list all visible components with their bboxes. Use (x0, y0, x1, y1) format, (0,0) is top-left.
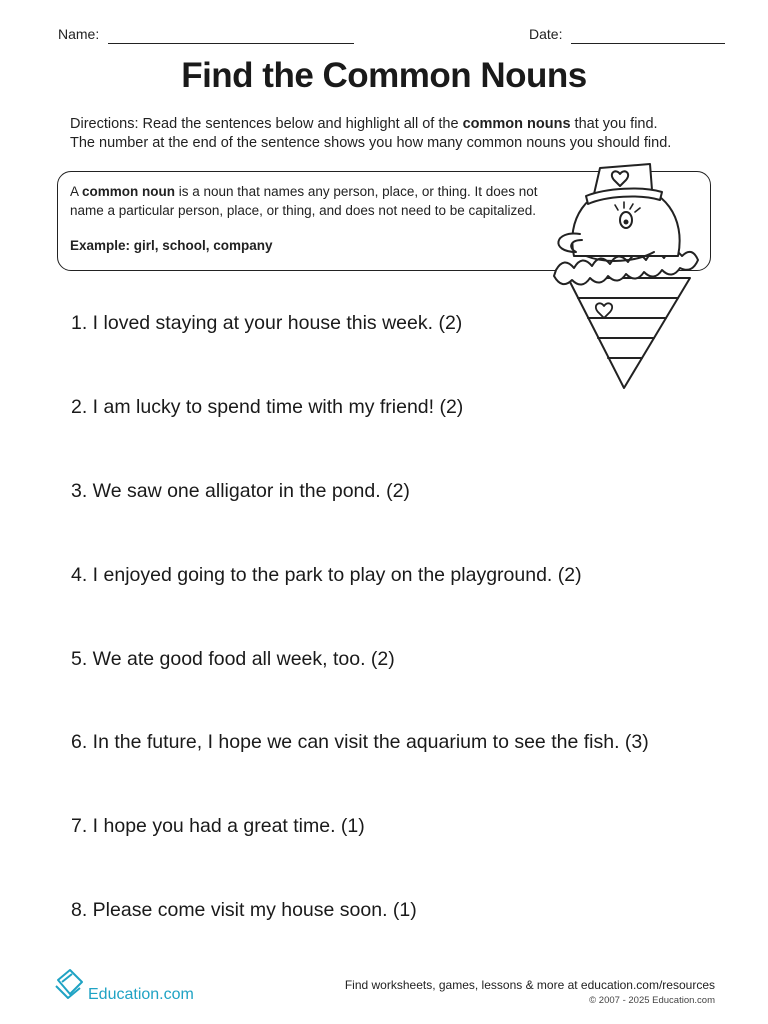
directions-text: Directions: Read the sentences below and highlight all of the (70, 116, 463, 132)
sentence-6: 6. In the future, I hope we can visit the aquarium to see the fish. (3) (71, 731, 649, 753)
name-line[interactable] (108, 29, 354, 44)
definition-body: is a noun that names any person, place, or thing. It does not name a particular person, place, or thing, and does not need to be capitalized. (70, 184, 538, 218)
sentence-3: 3. We saw one alligator in the pond. (2) (71, 480, 410, 502)
sentence-4: 4. I enjoyed going to the park to play on the playground. (2) (71, 564, 582, 586)
education-logo-icon (52, 968, 86, 1004)
definition-text (70, 182, 570, 220)
brand-name[interactable]: Education.com (88, 986, 194, 1003)
name-field (58, 26, 354, 44)
ice-cream-mascot-illustration (546, 160, 716, 395)
definition-term: common noun (82, 184, 176, 199)
directions-text-end: that you find. (570, 116, 658, 132)
sentence-7: 7. I hope you had a great time. (1) (71, 815, 365, 837)
definition-prefix: A (70, 184, 83, 199)
directions-line2: The number at the end of the sentence shows you how many common nouns you should find. (70, 135, 672, 151)
sentence-2: 2. I am lucky to spend time with my friend! (2) (71, 396, 464, 418)
directions (70, 115, 730, 153)
date-label: Date: (529, 26, 563, 42)
name-label: Name: (58, 26, 100, 42)
date-line[interactable] (571, 29, 725, 44)
sentence-1: 1. I loved staying at your house this week. (2) (71, 312, 463, 334)
definition-example: Example: girl, school, company (70, 238, 273, 253)
date-field (529, 26, 725, 44)
sentence-5: 5. We ate good food all week, too. (2) (71, 648, 395, 670)
directions-highlight: common nouns (462, 116, 571, 132)
page-title: Find the Common Nouns (181, 56, 587, 95)
footer-tagline[interactable]: Find worksheets, games, lessons & more at education.com/resources (344, 978, 715, 992)
footer-copyright: © 2007 - 2025 Education.com (589, 995, 715, 1006)
sentence-8: 8. Please come visit my house soon. (1) (71, 899, 417, 921)
